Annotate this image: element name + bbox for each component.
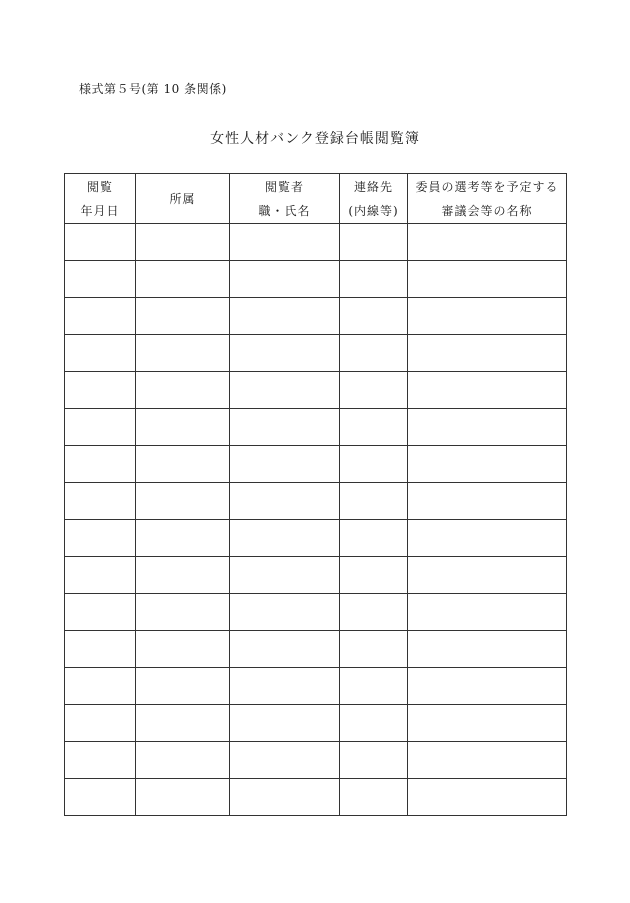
cell-viewer[interactable] xyxy=(230,520,340,557)
cell-council-name[interactable] xyxy=(408,483,567,520)
cell-viewer[interactable] xyxy=(230,261,340,298)
cell-viewing-date[interactable] xyxy=(65,261,136,298)
cell-council-name[interactable] xyxy=(408,631,567,668)
header-viewing-date-line1: 閲覧 xyxy=(86,179,113,194)
cell-viewer[interactable] xyxy=(230,335,340,372)
table-body xyxy=(65,224,567,816)
table-row xyxy=(65,631,567,668)
document-title: 女性人材バンク登録台帳閲覧簿 xyxy=(210,131,420,147)
cell-council-name[interactable] xyxy=(408,298,567,335)
cell-council-name[interactable] xyxy=(408,446,567,483)
cell-council-name[interactable] xyxy=(408,557,567,594)
header-contact xyxy=(340,174,408,224)
header-viewer xyxy=(230,174,340,224)
table-row xyxy=(65,409,567,446)
cell-contact[interactable] xyxy=(340,483,408,520)
cell-viewing-date[interactable] xyxy=(65,742,136,779)
table-row xyxy=(65,372,567,409)
cell-council-name[interactable] xyxy=(408,742,567,779)
table-row xyxy=(65,668,567,705)
table-row xyxy=(65,742,567,779)
table-row xyxy=(65,298,567,335)
cell-contact[interactable] xyxy=(340,298,408,335)
table-row xyxy=(65,520,567,557)
cell-contact[interactable] xyxy=(340,446,408,483)
cell-contact[interactable] xyxy=(340,335,408,372)
header-viewer-line2: 職・氏名 xyxy=(258,203,311,218)
table-row xyxy=(65,261,567,298)
header-affiliation-line1: 所属 xyxy=(169,191,196,206)
cell-affiliation[interactable] xyxy=(136,483,230,520)
cell-viewing-date[interactable] xyxy=(65,298,136,335)
header-viewer-line1: 閲覧者 xyxy=(264,179,304,194)
cell-viewing-date[interactable] xyxy=(65,520,136,557)
cell-contact[interactable] xyxy=(340,409,408,446)
cell-affiliation[interactable] xyxy=(136,631,230,668)
cell-affiliation[interactable] xyxy=(136,705,230,742)
cell-contact[interactable] xyxy=(340,668,408,705)
cell-contact[interactable] xyxy=(340,520,408,557)
table-row xyxy=(65,483,567,520)
cell-viewer[interactable] xyxy=(230,742,340,779)
cell-affiliation[interactable] xyxy=(136,594,230,631)
header-contact-line2: (内線等) xyxy=(348,203,399,218)
cell-council-name[interactable] xyxy=(408,668,567,705)
cell-viewer[interactable] xyxy=(230,298,340,335)
header-council-name-line2: 審議会等の名称 xyxy=(441,203,533,218)
cell-viewing-date[interactable] xyxy=(65,409,136,446)
cell-affiliation[interactable] xyxy=(136,261,230,298)
cell-viewer[interactable] xyxy=(230,631,340,668)
cell-viewer[interactable] xyxy=(230,446,340,483)
header-contact-line1: 連絡先 xyxy=(353,179,393,194)
cell-viewing-date[interactable] xyxy=(65,224,136,261)
table-row xyxy=(65,594,567,631)
cell-viewer[interactable] xyxy=(230,668,340,705)
cell-contact[interactable] xyxy=(340,224,408,261)
table-header-row xyxy=(65,174,567,224)
cell-viewing-date[interactable] xyxy=(65,335,136,372)
cell-council-name[interactable] xyxy=(408,335,567,372)
cell-contact[interactable] xyxy=(340,742,408,779)
cell-contact[interactable] xyxy=(340,372,408,409)
cell-council-name[interactable] xyxy=(408,261,567,298)
cell-council-name[interactable] xyxy=(408,224,567,261)
header-viewing-date-line2: 年月日 xyxy=(80,203,120,218)
cell-affiliation[interactable] xyxy=(136,668,230,705)
cell-viewer[interactable] xyxy=(230,224,340,261)
cell-viewer[interactable] xyxy=(230,594,340,631)
cell-viewer[interactable] xyxy=(230,372,340,409)
table-row xyxy=(65,557,567,594)
cell-affiliation[interactable] xyxy=(136,446,230,483)
cell-council-name[interactable] xyxy=(408,409,567,446)
cell-viewing-date[interactable] xyxy=(65,594,136,631)
cell-viewer[interactable] xyxy=(230,705,340,742)
cell-viewing-date[interactable] xyxy=(65,705,136,742)
cell-council-name[interactable] xyxy=(408,372,567,409)
table-row xyxy=(65,705,567,742)
header-council-name xyxy=(408,174,567,224)
cell-viewer[interactable] xyxy=(230,483,340,520)
viewing-ledger-table xyxy=(64,173,567,816)
cell-contact[interactable] xyxy=(340,594,408,631)
cell-affiliation[interactable] xyxy=(136,557,230,594)
cell-viewing-date[interactable] xyxy=(65,668,136,705)
header-council-name-line1: 委員の選考等を予定する xyxy=(415,179,559,194)
cell-affiliation[interactable] xyxy=(136,742,230,779)
cell-affiliation[interactable] xyxy=(136,224,230,261)
cell-council-name[interactable] xyxy=(408,779,567,816)
header-viewing-date xyxy=(65,174,136,224)
cell-affiliation[interactable] xyxy=(136,409,230,446)
cell-contact[interactable] xyxy=(340,631,408,668)
cell-affiliation[interactable] xyxy=(136,520,230,557)
cell-viewing-date[interactable] xyxy=(65,446,136,483)
form-number: 様式第５号(第 10 条関係) xyxy=(79,82,227,96)
cell-council-name[interactable] xyxy=(408,594,567,631)
table-row xyxy=(65,335,567,372)
cell-contact[interactable] xyxy=(340,261,408,298)
cell-council-name[interactable] xyxy=(408,705,567,742)
cell-viewing-date[interactable] xyxy=(65,372,136,409)
header-affiliation xyxy=(136,174,230,224)
cell-contact[interactable] xyxy=(340,557,408,594)
cell-affiliation[interactable] xyxy=(136,779,230,816)
cell-viewing-date[interactable] xyxy=(65,483,136,520)
cell-contact[interactable] xyxy=(340,705,408,742)
table-row xyxy=(65,224,567,261)
cell-contact[interactable] xyxy=(340,779,408,816)
cell-affiliation[interactable] xyxy=(136,335,230,372)
cell-viewing-date[interactable] xyxy=(65,557,136,594)
cell-viewing-date[interactable] xyxy=(65,631,136,668)
cell-affiliation[interactable] xyxy=(136,372,230,409)
cell-council-name[interactable] xyxy=(408,520,567,557)
table-row xyxy=(65,446,567,483)
table-row xyxy=(65,779,567,816)
cell-viewer[interactable] xyxy=(230,409,340,446)
cell-affiliation[interactable] xyxy=(136,298,230,335)
cell-viewer[interactable] xyxy=(230,779,340,816)
cell-viewing-date[interactable] xyxy=(65,779,136,816)
cell-viewer[interactable] xyxy=(230,557,340,594)
